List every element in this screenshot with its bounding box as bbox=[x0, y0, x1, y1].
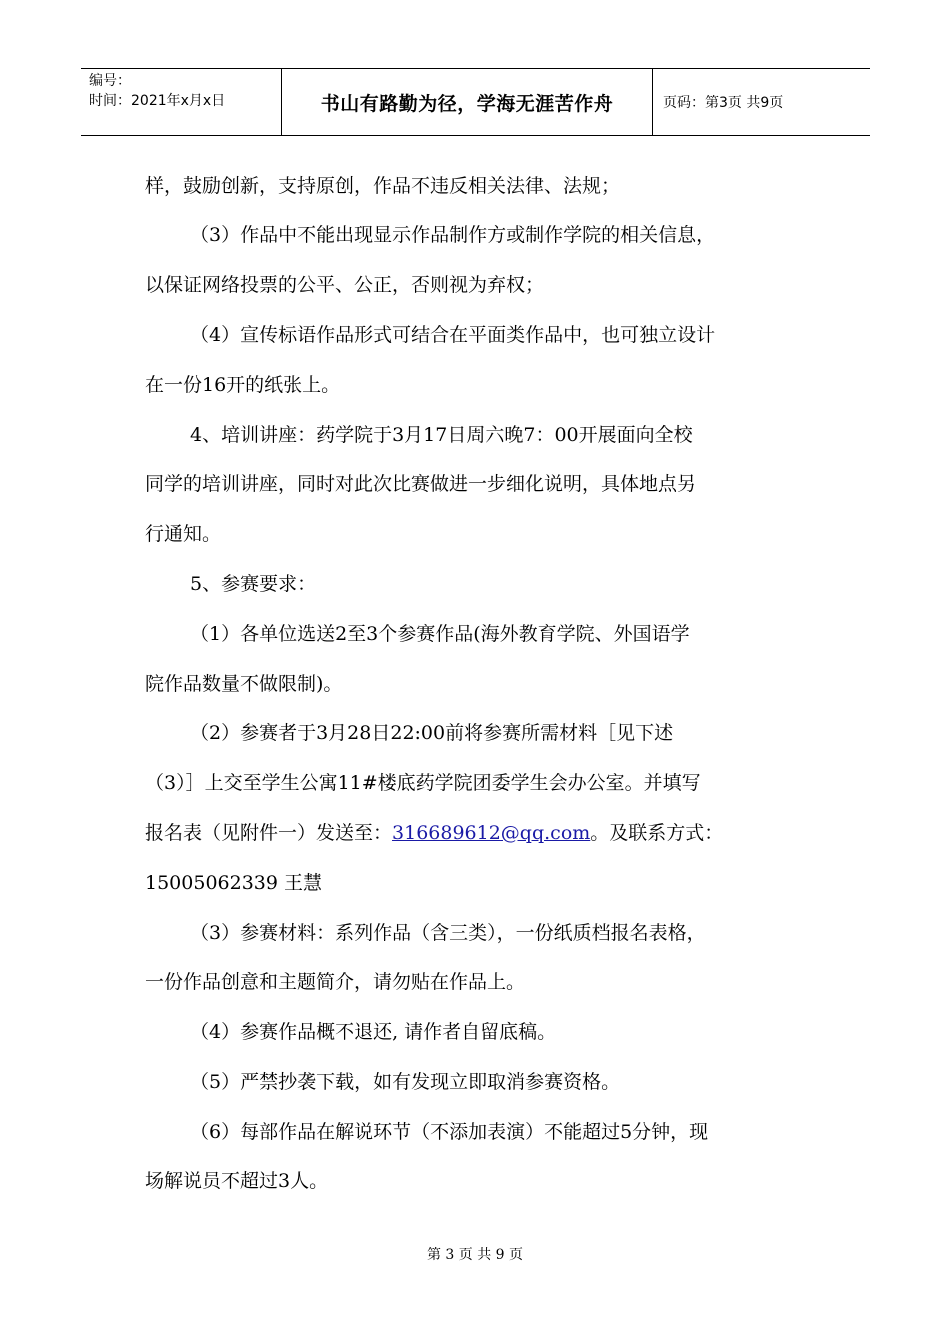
body-line: 同学的培训讲座，同时对此次比赛做进一步细化说明，具体地点另 bbox=[145, 473, 697, 495]
body-line: 场解说员不超过3人。 bbox=[145, 1170, 329, 1192]
body-line: （1）各单位选送2至3个参赛作品(海外教育学院、外国语学 bbox=[190, 623, 690, 645]
body-text: 报名表（见附件一）发送至： bbox=[145, 822, 393, 844]
body-line: （4）宣传标语作品形式可结合在平面类作品中，也可独立设计 bbox=[190, 324, 716, 346]
body-text: 。及联系方式： bbox=[590, 822, 724, 844]
header-code: 编号： bbox=[89, 73, 131, 89]
body-line: 一份作品创意和主题简介，请勿贴在作品上。 bbox=[145, 971, 526, 993]
body-line: 以保证网络投票的公平、公正，否则视为弃权； bbox=[145, 274, 545, 296]
page-footer: 第 3 页 共 9 页 bbox=[426, 1247, 524, 1263]
header-time: 时间：2021年x月x日 bbox=[89, 93, 226, 109]
body-line: （3）］上交至学生公寓11#楼底药学院团委学生会办公室。并填写 bbox=[145, 772, 701, 794]
header-meta bbox=[81, 69, 282, 135]
body-line bbox=[145, 820, 723, 846]
body-line: （5）严禁抄袭下载，如有发现立即取消参赛资格。 bbox=[190, 1071, 621, 1093]
body-line: 5、参赛要求： bbox=[190, 573, 317, 595]
body-line: 4、培训讲座：药学院于3月17日周六晚7：00开展面向全校 bbox=[190, 424, 693, 446]
body-line: 15005062339 王慧 bbox=[145, 872, 323, 894]
page-header bbox=[81, 68, 870, 136]
body-line: 样，鼓励创新，支持原创，作品不违反相关法律、法规； bbox=[145, 175, 621, 197]
header-page-number: 页码：第3页 共9页 bbox=[663, 95, 784, 111]
body-line: （3）参赛材料：系列作品（含三类），一份纸质档报名表格， bbox=[190, 922, 706, 944]
body-line: （4）参赛作品概不退还, 请作者自留底稿。 bbox=[190, 1021, 557, 1043]
email-link[interactable]: 316689612@qq.com bbox=[392, 822, 591, 844]
body-line: 在一份16开的纸张上。 bbox=[145, 374, 341, 396]
body-line: （6）每部作品在解说环节（不添加表演）不能超过5分钟，现 bbox=[190, 1121, 709, 1143]
body-line: （3）作品中不能出现显示作品制作方或制作学院的相关信息， bbox=[190, 224, 716, 246]
body-line: （2）参赛者于3月28日22:00前将参赛所需材料［见下述 bbox=[190, 722, 674, 744]
body-line: 行通知。 bbox=[145, 523, 222, 545]
header-motto: 书山有路勤为径，学海无涯苦作舟 bbox=[282, 69, 653, 135]
body-line: 院作品数量不做限制)。 bbox=[145, 673, 343, 695]
